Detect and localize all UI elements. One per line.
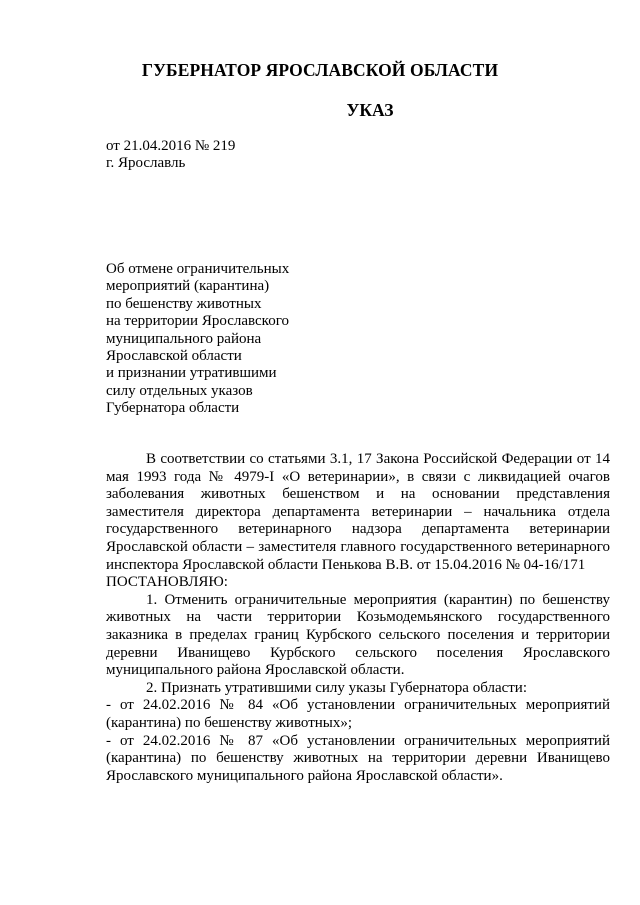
subject-line: Губернатора области <box>106 400 240 417</box>
preamble-paragraph: В соответствии со статьями 3.1, 17 Закона Российской Федерации от 14 мая 1993 года № 4979-I «О ветеринарии», в связи с ликвидацией очагов заболевания животных бешенством и на основании представления заместителя директора департамента ветеринарии – начальника отдела государственного ветеринарного надзора департамента ветеринарии Ярославской области – заместителя главного государственного ветеринарного инспектора Ярославской области Пенькова В.В. от 15.04.2016 № 04-16/171 <box>106 451 610 573</box>
subject-line: и признании утратившими <box>106 365 277 382</box>
item-2-paragraph: 2. Признать утратившими силу указы Губернатора области: <box>146 679 528 696</box>
item-2-sub-1: - от 24.02.2016 № 84 «Об установлении ограничительных мероприятий (карантина) по бешенству животных»; <box>106 697 610 731</box>
decree-city: г. Ярославль <box>106 155 186 171</box>
item-2-sub-2: - от 24.02.2016 № 87 «Об установлении ограничительных мероприятий (карантина) по бешенству животных на территории деревни Иванищево Ярославского муниципального района Ярославской области». <box>106 732 610 784</box>
subject-line: Ярославской области <box>106 348 242 365</box>
decree-title: УКАЗ <box>346 100 394 120</box>
decree-subject <box>106 261 289 418</box>
subject-line: силу отдельных указов <box>106 382 253 399</box>
decree-body <box>106 451 610 785</box>
subject-line: на территории Ярославского <box>106 313 289 330</box>
subject-line: мероприятий (карантина) <box>106 278 270 295</box>
subject-line: по бешенству животных <box>106 295 262 312</box>
header-title: ГУБЕРНАТОР ЯРОСЛАВСКОЙ ОБЛАСТИ <box>141 60 499 80</box>
subject-line: Об отмене ограничительных <box>106 261 290 277</box>
decree-meta <box>106 138 235 172</box>
item-1-paragraph: 1. Отменить ограничительные мероприятия (карантин) по бешенству животных на части территории Козьмодемьянского государственного заказника в пределах границ Курбского сельского поселения и территории деревни Иванищево Курбского сельского поселения Ярославского муниципального района Ярославской области. <box>106 591 610 679</box>
resolve-word: ПОСТАНОВЛЯЮ: <box>106 574 228 591</box>
decree-date-number: от 21.04.2016 № 219 <box>106 138 236 154</box>
subject-line: муниципального района <box>106 330 262 347</box>
